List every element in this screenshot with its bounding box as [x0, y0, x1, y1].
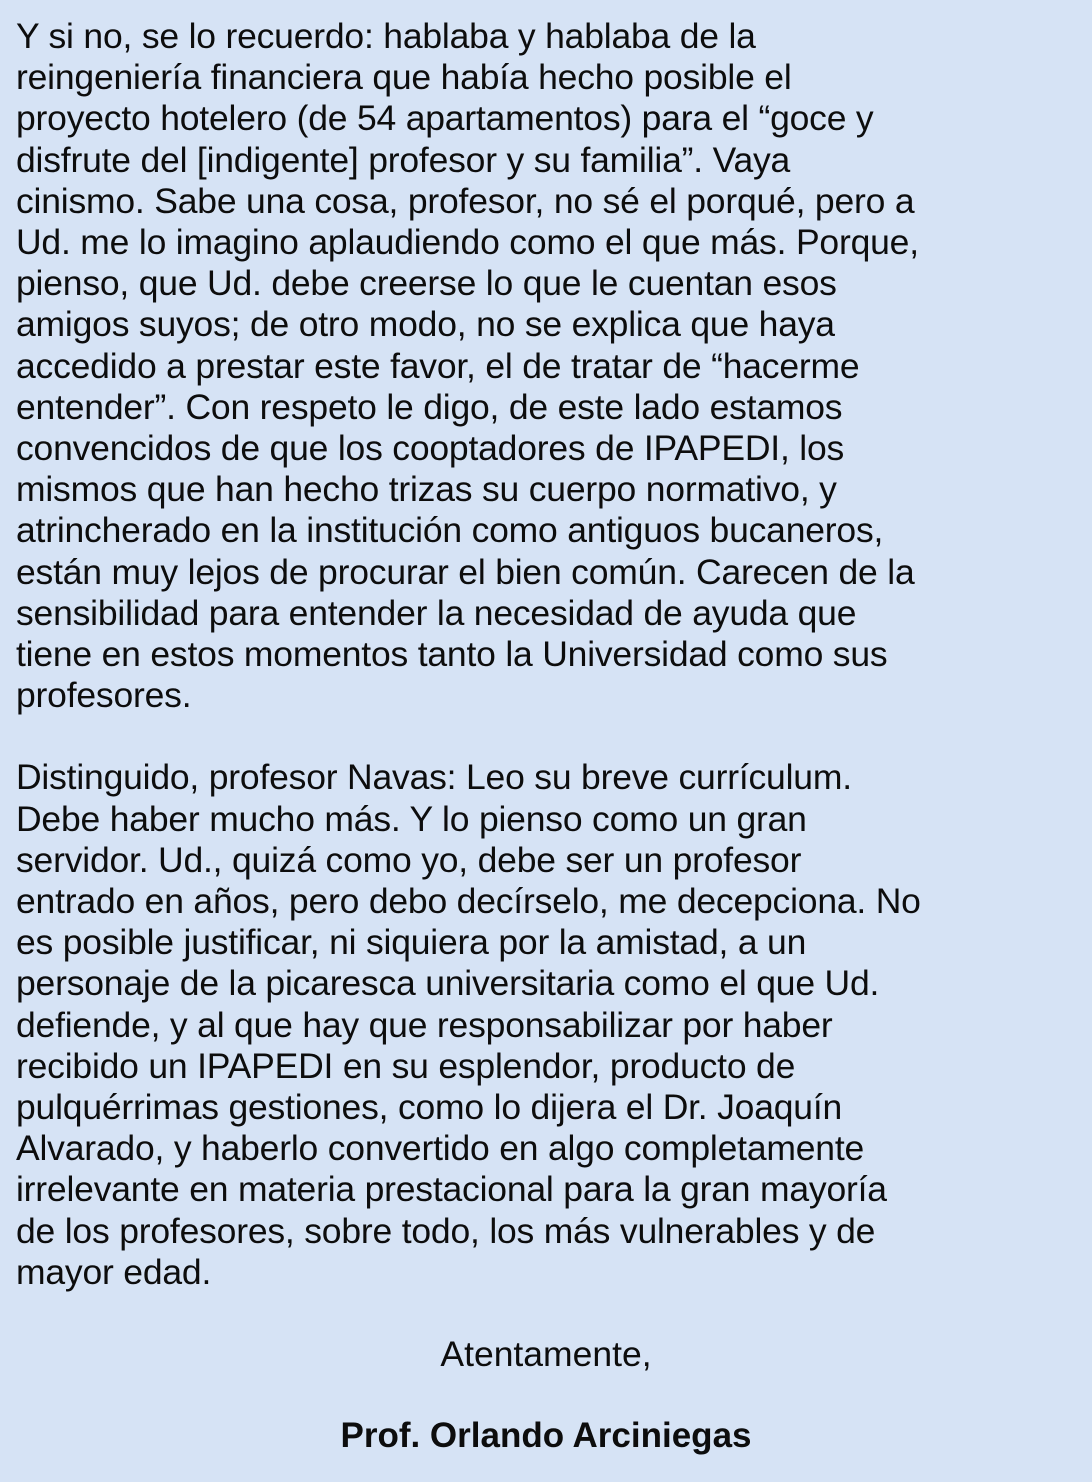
paragraph-2-line: mayor edad. — [16, 1251, 212, 1292]
paragraph-2-line: recibido un IPAPEDI en su esplendor, producto de — [16, 1045, 796, 1086]
paragraph-1-line: proyecto hotelero (de 54 apartamentos) para el “goce y — [16, 98, 874, 139]
paragraph-2-line: defiende, y al que hay que responsabilizar por haber — [16, 1004, 833, 1045]
paragraph-1-line: reingeniería financiera que había hecho posible el — [16, 57, 792, 98]
paragraph-2-line: de los profesores, sobre todo, los más vulnerables y de — [16, 1210, 876, 1251]
paragraph-1-line: Ud. me lo imagino aplaudiendo como el que más. Porque, — [16, 222, 919, 263]
paragraph-1-line: tiene en estos momentos tanto la Universidad como sus — [16, 634, 888, 675]
paragraph-1-line: pienso, que Ud. debe creerse lo que le cuentan esos — [16, 263, 837, 304]
paragraph-2-line: personaje de la picaresca universitaria como el que Ud. — [16, 963, 880, 1004]
paragraph-1-line: Y si no, se lo recuerdo: hablaba y hablaba de la — [16, 16, 756, 56]
letter-paragraph-2 — [16, 757, 1078, 1293]
signature-name: Prof. Orlando Arciniegas — [340, 1416, 752, 1455]
paragraph-2-line: servidor. Ud., quizá como yo, debe ser un profesor — [16, 839, 802, 880]
paragraph-2-line: irrelevante en materia prestacional para la gran mayoría — [16, 1169, 887, 1210]
paragraph-2-line: entrado en años, pero debo decírselo, me decepciona. No — [16, 881, 921, 922]
paragraph-1-line: amigos suyos; de otro modo, no se explica que haya — [16, 304, 835, 345]
paragraph-2-line: Debe haber mucho más. Y lo pienso como un gran — [16, 798, 807, 839]
paragraph-2-line: es posible justificar, ni siquiera por la amistad, a un — [16, 922, 807, 963]
paragraph-1-line: atrincherado en la institución como antiguos bucaneros, — [16, 510, 884, 551]
paragraph-1-line: sensibilidad para entender la necesidad de ayuda que — [16, 592, 857, 633]
paragraph-1-line: cinismo. Sabe una cosa, profesor, no sé el porqué, pero a — [16, 180, 915, 221]
paragraph-1-line: mismos que han hecho trizas su cuerpo normativo, y — [16, 469, 837, 510]
paragraph-1-line: accedido a prestar este favor, el de tratar de “hacerme — [16, 345, 860, 386]
paragraph-1-line: disfrute del [indigente] profesor y su familia”. Vaya — [16, 139, 791, 180]
paragraph-2-line: pulquérrimas gestiones, como lo dijera el Dr. Joaquín — [16, 1087, 843, 1128]
paragraph-1-line: profesores. — [16, 675, 192, 716]
letter-paragraph-1 — [16, 16, 1078, 716]
closing-salutation: Atentamente, — [440, 1334, 652, 1374]
paragraph-1-line: están muy lejos de procurar el bien común. Carecen de la — [16, 551, 915, 592]
paragraph-2-line: Alvarado, y haberlo convertido en algo completamente — [16, 1128, 865, 1169]
paragraph-1-line: entender”. Con respeto le digo, de este lado estamos — [16, 386, 843, 427]
paragraph-2-line: Distinguido, profesor Navas: Leo su breve currículum. — [16, 757, 852, 798]
paragraph-1-line: convencidos de que los cooptadores de IPAPEDI, los — [16, 428, 845, 469]
